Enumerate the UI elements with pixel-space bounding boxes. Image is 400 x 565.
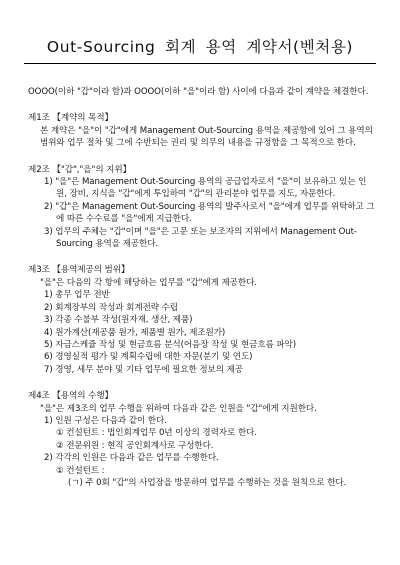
article-1: [24, 112, 376, 149]
list-item: ② 전문위원 : 현직 공인회계사로 구성한다.: [56, 440, 214, 451]
list-item: 2) 각각의 인원은 다음과 같은 업무를 수행한다.: [44, 453, 219, 464]
list-item: ① 컨설턴트 : 법인회계업무 0년 이상의 경력자로 한다.: [56, 428, 257, 439]
article-4-lead: "을"은 제3조의 업무 수행을 위하여 다음과 같은 인원을 "갑"에게 지원한다.: [40, 403, 317, 414]
list-item: 6) 경영실적 평가 및 계획수립에 대한 자문(분기 및 연도): [44, 352, 253, 363]
article-4: [24, 390, 376, 489]
article-3-heading: 제3조 【용역제공의 범위】: [28, 265, 130, 276]
intro-paragraph: OOOO(이하 "갑"이라 함)과 OOOO(이하 "을"이라 함) 사이에 다음과 같이 계약을 체결한다.: [28, 87, 369, 97]
article-1-heading: 제1조 【계약의 목적】: [28, 113, 114, 124]
article-4-list: [24, 415, 376, 489]
list-item: ① 컨설턴트 :: [56, 465, 105, 476]
article-2-heading: 제2조 【"갑","을"의 지위】: [28, 164, 132, 175]
list-item: 1) 인원 구성은 다음과 같이 한다.: [44, 415, 167, 426]
list-item: 7) 경영, 세무 분야 및 기타 업무에 필요한 정보의 제공: [44, 364, 243, 375]
article-2-list: [24, 176, 376, 250]
article-4-heading: 제4조 【용역의 수행】: [28, 391, 114, 402]
article-3-list: [24, 289, 376, 376]
list-item: 1) 총무 업무 전반: [44, 290, 110, 301]
list-item: 2) "갑"은 Management Out-Sourcing 용역의 발주사로서 "을"에게 업무를 위탁하고 그에 따른 수수료를 "을"에게 지급한다.: [44, 201, 375, 225]
article-1-body: 본 계약은 "을"이 "갑"에게 Management Out-Sourcing 용역을 제공함에 있어 그 용역의 범위와 업무 절차 및 그에 수반되는 권리 및 의무의 내용을 규정함을 그 목적으로 한다.: [40, 125, 373, 149]
contract-body: [24, 86, 376, 489]
list-item: 1) "을"은 Management Out-Sourcing 용역의 공급업자로서 "을"이 보유하고 있는 인원, 장비, 지식을 "갑"에게 투입하여 "갑"의 관리분야 업무를 지도, 자문한다.: [44, 177, 367, 200]
article-3: [24, 264, 376, 376]
list-item: 5) 자금스케쥴 작성 및 현금흐름 분석(어음장 작성 및 현금흐름 파악): [44, 339, 297, 350]
article-3-lead: "을"은 다음의 각 항에 해당하는 업무를 "갑"에게 제공한다.: [40, 277, 257, 288]
title-underline: [24, 63, 376, 64]
list-item: 3) 업무의 주체는 "갑"이며 "을"은 고문 또는 보조자의 지위에서 Management Out-Sourcing 용역을 제공한다.: [44, 226, 357, 250]
list-item: (ㄱ) 주 0회 "갑"의 사업장을 방문하여 업무를 수행하는 것을 원칙으로 한다.: [68, 477, 347, 488]
list-item: 2) 회계장부의 작성과 회계전략 수립: [44, 302, 178, 313]
list-item: 4) 원가계산(재공품 원가, 제품별 원가, 제조원가): [44, 327, 226, 338]
article-2: [24, 164, 376, 251]
list-item: 3) 각종 수불부 작성(원자재, 생산, 제품): [44, 315, 193, 326]
document-title: Out-Sourcing 회계 용역 계약서(벤처용): [46, 38, 354, 56]
